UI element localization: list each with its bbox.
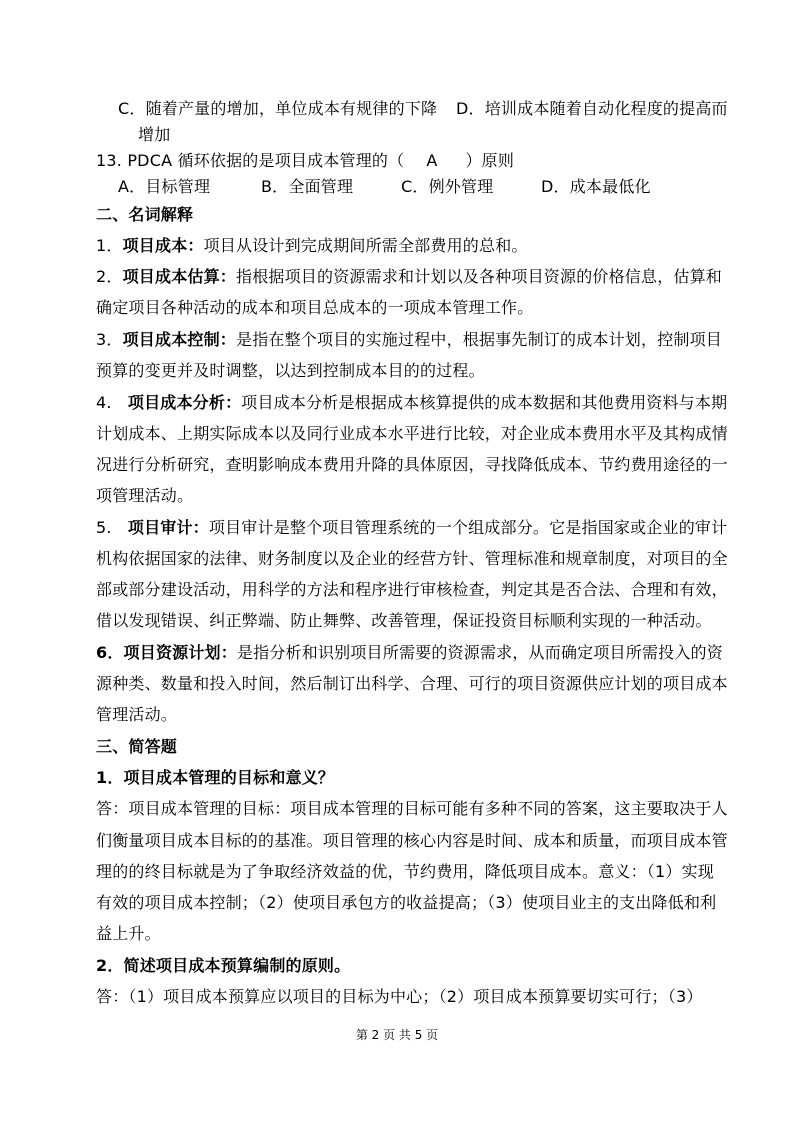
term-4-line-3: 况进行分析研究，查明影响成本费用升降的具体原因，寻找降低成本、节约费用途径的一 [96, 455, 728, 474]
term-2-label: 项目成本估算： [122, 267, 236, 286]
term-1-text: 项目从设计到完成期间所需全部费用的总和。 [203, 236, 528, 255]
term-6 [96, 642, 723, 664]
q13-option-d: D．成本最低化 [541, 177, 651, 196]
term-6-text: 是指分析和识别项目所需要的资源需求，从而确定项目所需投入的资 [236, 643, 723, 662]
term-3-line-2: 预算的变更并及时调整，以达到控制成本目的的过程。 [96, 361, 485, 380]
term-6-number: 6． [96, 643, 124, 662]
term-3-number: 3． [96, 330, 123, 349]
term-5 [96, 517, 727, 539]
answer-2-line-1: 答：（1）项目成本预算应以项目的目标为中心；（2）项目成本预算要切实可行；（3） [96, 987, 703, 1006]
q13-answer: A [426, 151, 438, 170]
question-2-title: 2．简述项目成本预算编制的原则。 [96, 956, 351, 975]
term-3-text: 是指在整个项目的实施过程中，根据事先制订的成本计划，控制项目 [236, 330, 723, 349]
q13-stem-post: ）原则 [465, 151, 515, 170]
term-5-line-2: 机构依据国家的法律、财务制度以及企业的经营方针、管理标准和规章制度，对项目的全 [96, 549, 728, 568]
term-1-label: 项目成本： [122, 236, 204, 255]
page-number: 第 2 页 共 5 页 [355, 1028, 439, 1042]
term-3 [96, 329, 722, 351]
section-3-title: 三、简答题 [96, 737, 178, 756]
answer-1-line-5: 益上升。 [96, 924, 161, 943]
term-2-number: 2． [96, 267, 123, 286]
term-4 [96, 392, 727, 414]
q13-option-a: A．目标管理 [118, 177, 211, 196]
term-2-line-2: 确定项目各种活动的成本和项目总成本的一项成本管理工作。 [96, 298, 534, 317]
answer-1-line-3: 理的的终目标就是为了争取经济效益的优，节约费用，降低项目成本。意义：（1）实现 [96, 862, 714, 881]
answer-1-line-2: 们衡量项目成本目标的的基准。项目管理的核心内容是时间、成本和质量，而项目成本管 [96, 831, 728, 850]
term-6-line-2: 源种类、数量和投入时间，然后制订出科学、合理、可行的项目资源供应计划的项目成本 [96, 674, 728, 693]
q12-option-c: C．随着产量的增加，单位成本有规律的下降 [118, 99, 438, 118]
term-4-number: 4. [96, 393, 128, 412]
term-5-label: 项目审计： [127, 518, 209, 537]
q13-stem [96, 150, 514, 172]
term-6-line-3: 管理活动。 [96, 705, 178, 724]
term-5-line-4: 借以发现错误、纠正弊端、防止舞弊、改善管理，保证投资目标顺利实现的一种活动。 [96, 611, 712, 630]
term-4-line-2: 计划成本、上期实际成本以及同行业成本水平进行比较，对企业成本费用水平及其构成情 [96, 424, 728, 443]
page-footer [0, 1027, 794, 1043]
term-4-line-4: 项管理活动。 [96, 486, 194, 505]
term-5-text: 项目审计是整个项目管理系统的一个组成部分。它是指国家或企业的审计 [208, 518, 728, 537]
term-1 [96, 235, 528, 257]
q13-option-b: B．全面管理 [261, 177, 354, 196]
term-6-label: 项目资源计划： [123, 643, 237, 662]
term-2-text: 指根据项目的资源需求和计划以及各种项目资源的价格信息，估算和 [236, 267, 723, 286]
term-2 [96, 266, 722, 288]
q12-option-d-continuation: 增加 [138, 125, 171, 144]
q13-stem-pre: 13. PDCA 循环依据的是项目成本管理的（ [96, 151, 405, 170]
q13-option-c: C．例外管理 [401, 177, 494, 196]
term-1-number: 1． [96, 236, 123, 255]
answer-1-line-1: 答：项目成本管理的目标：项目成本管理的目标可能有多种不同的答案，这主要取决于人 [96, 799, 728, 818]
answer-1-line-4: 有效的项目成本控制；（2）使项目承包方的收益提高；（3）使项目业主的支出降低和利 [96, 893, 717, 912]
term-4-label: 项目成本分析： [127, 393, 242, 412]
q12-option-d: D．培训成本随着自动化程度的提高而 [456, 99, 728, 118]
term-5-line-3: 部或部分建设活动，用科学的方法和程序进行审核检查，判定其是否合法、合理和有效， [96, 580, 728, 599]
term-5-number: 5. [96, 518, 128, 537]
section-2-title: 二、名词解释 [96, 205, 194, 224]
term-3-label: 项目成本控制： [122, 330, 236, 349]
question-1-title: 1．项目成本管理的目标和意义？ [96, 768, 335, 787]
term-4-text: 项目成本分析是根据成本核算提供的成本数据和其他费用资料与本期 [241, 393, 728, 412]
